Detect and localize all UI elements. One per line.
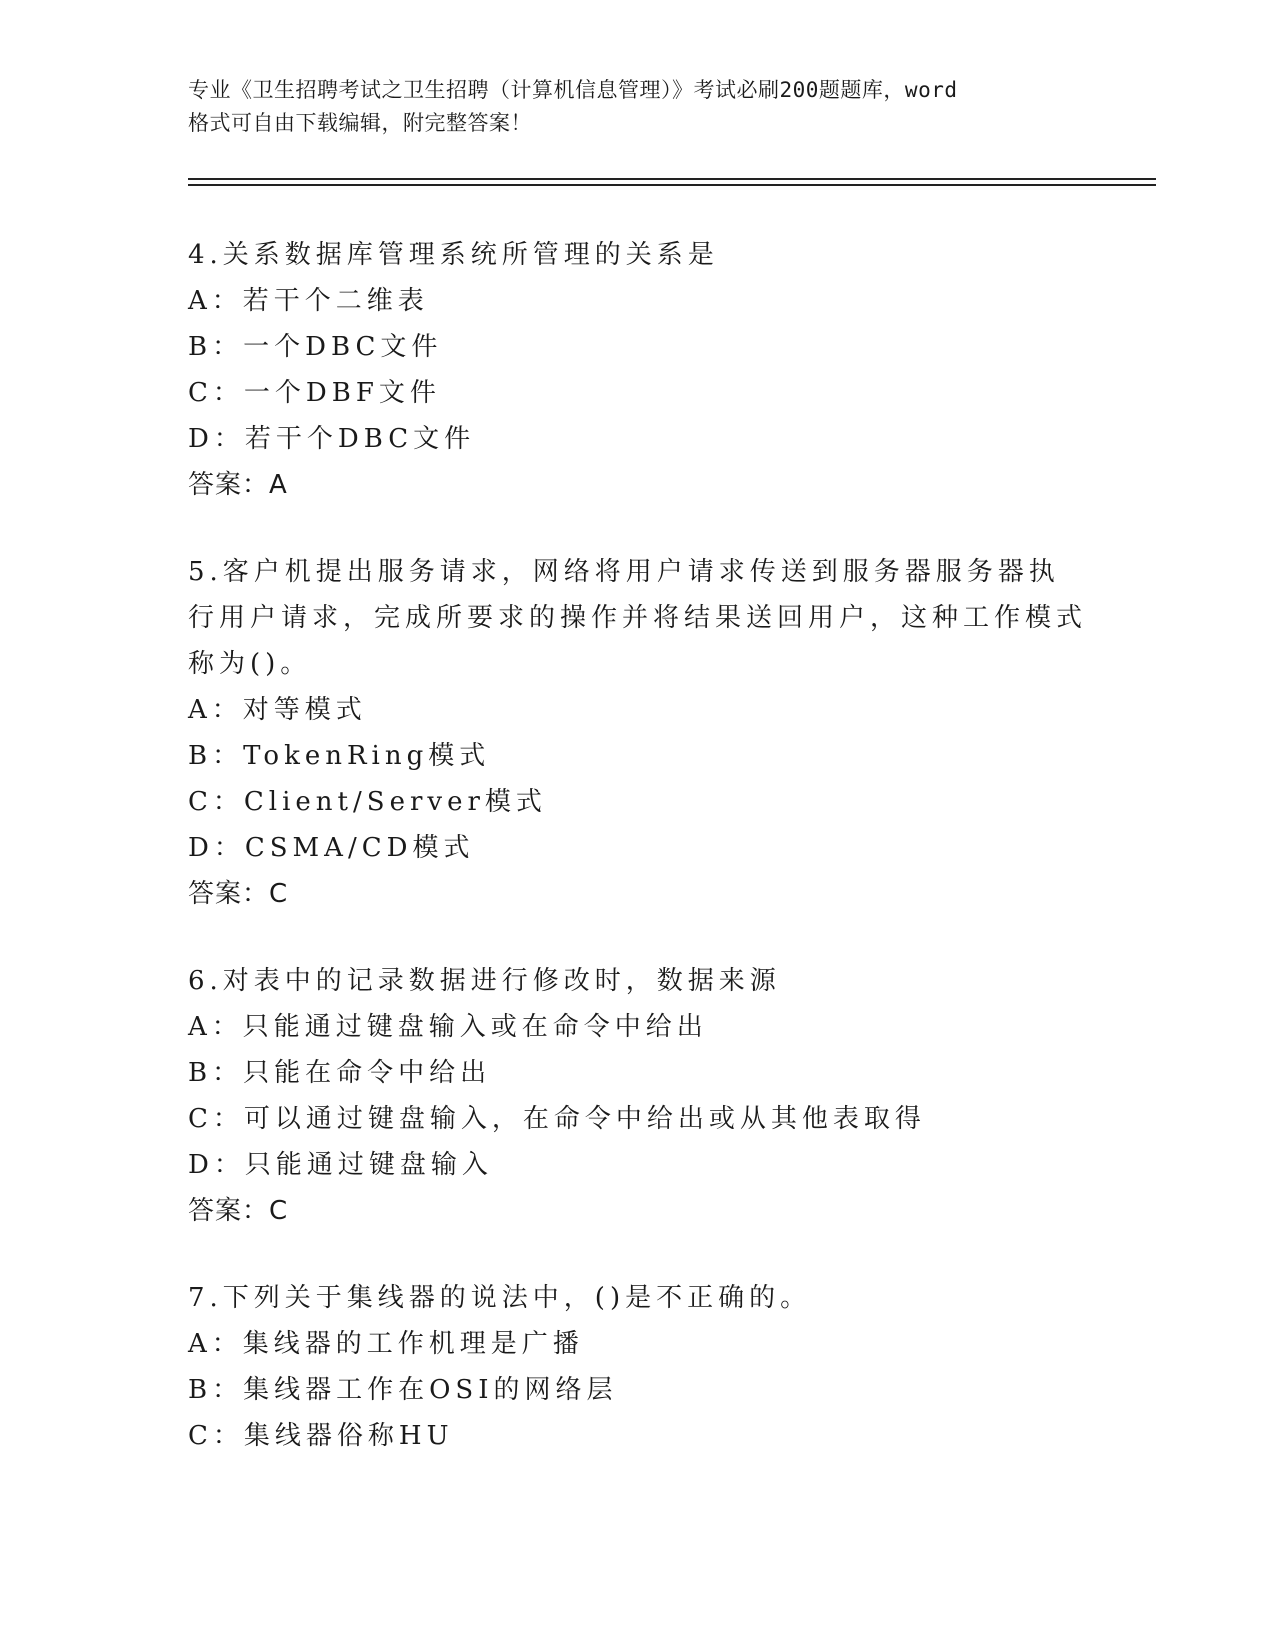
option-a: A：集线器的工作机理是广播 <box>188 1329 584 1359</box>
question-block <box>188 549 1088 917</box>
option-d: D：若干个DBC文件 <box>188 424 476 454</box>
answer-line: 答案：C <box>188 1196 289 1226</box>
option-c: C：Client/Server模式 <box>188 787 547 817</box>
question-stem: 6.对表中的记录数据进行修改时，数据来源 <box>188 966 781 996</box>
option-a: A：只能通过键盘输入或在命令中给出 <box>188 1012 708 1042</box>
option-b: B：一个DBC文件 <box>188 332 443 362</box>
header-divider-bottom <box>188 184 1156 186</box>
question-block <box>188 232 1088 508</box>
option-c: C：一个DBF文件 <box>188 378 441 408</box>
option-d: D：CSMA/CD模式 <box>188 833 475 863</box>
document-header <box>188 74 1118 140</box>
option-c: C：可以通过键盘输入，在命令中给出或从其他表取得 <box>188 1104 926 1134</box>
option-b: B：集线器工作在OSI的网络层 <box>188 1375 618 1405</box>
question-list <box>188 232 1088 1500</box>
answer-line: 答案：A <box>188 470 288 500</box>
question-stem: 5.客户机提出服务请求，网络将用户请求传送到服务器服务器执行用户请求，完成所要求的操作并将结果送回用户，这种工作模式称为()。 <box>188 557 1088 679</box>
option-c: C：集线器俗称HU <box>188 1421 454 1451</box>
option-a: A：对等模式 <box>188 695 367 725</box>
header-divider-top <box>188 178 1156 180</box>
answer-line: 答案：C <box>188 879 289 909</box>
question-stem: 7.下列关于集线器的说法中，()是不正确的。 <box>188 1283 812 1313</box>
question-stem: 4.关系数据库管理系统所管理的关系是 <box>188 240 719 270</box>
option-b: B：只能在命令中给出 <box>188 1058 492 1088</box>
header-line-1: 专业《卫生招聘考试之卫生招聘（计算机信息管理）》考试必刷200题题库，word <box>188 78 958 102</box>
header-line-2: 格式可自由下载编辑，附完整答案！ <box>188 111 532 135</box>
option-d: D：只能通过键盘输入 <box>188 1150 493 1180</box>
question-block <box>188 958 1088 1234</box>
option-b: B：TokenRing模式 <box>188 741 491 771</box>
option-a: A：若干个二维表 <box>188 286 429 316</box>
question-block <box>188 1275 1088 1459</box>
